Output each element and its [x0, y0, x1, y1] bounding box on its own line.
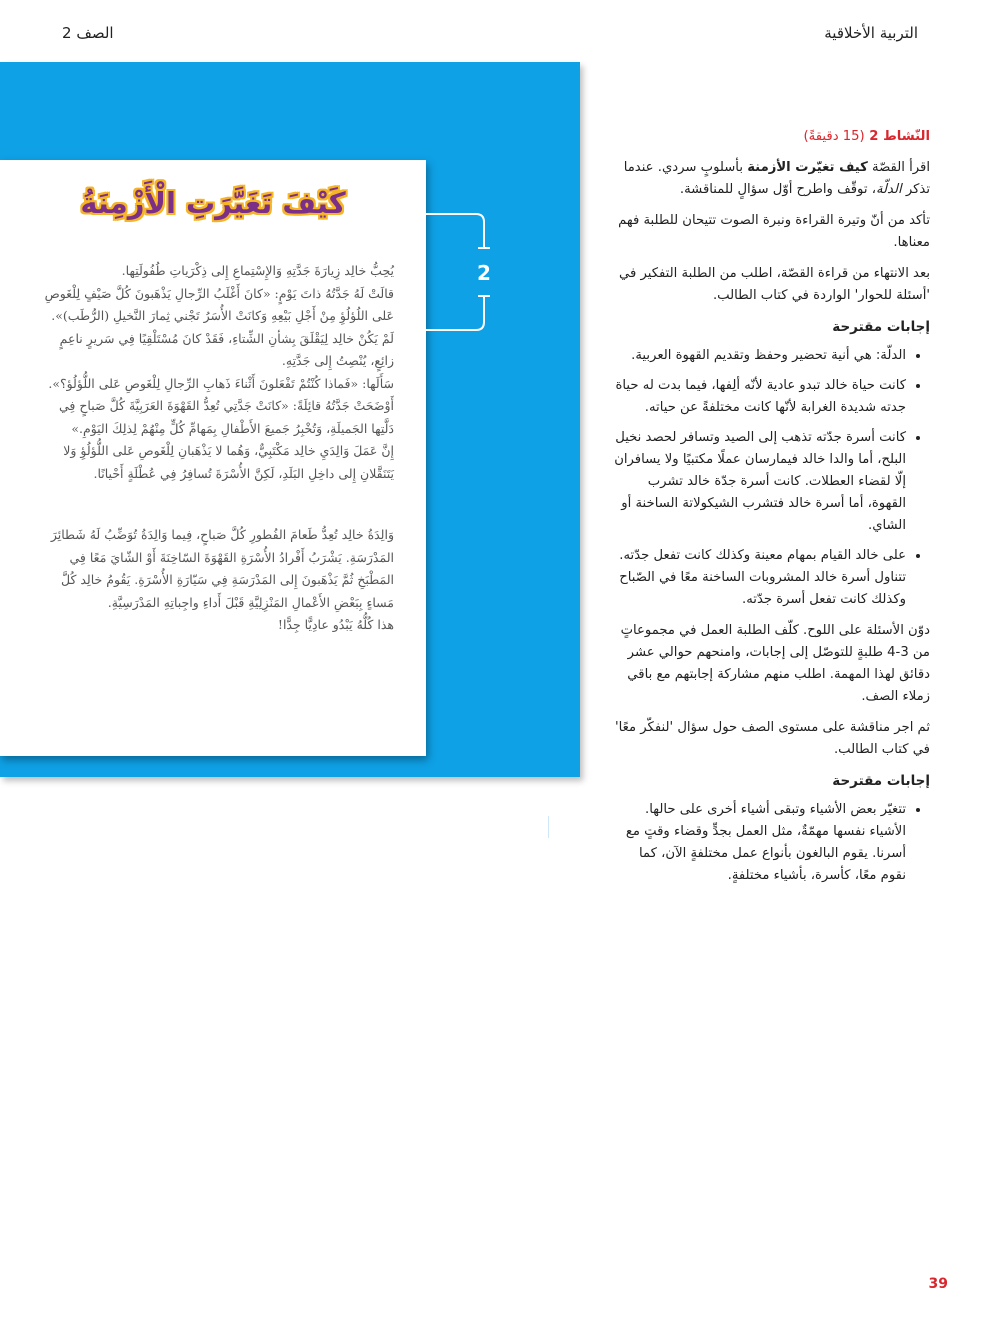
story-paragraph-2 [36, 524, 394, 637]
story-page [0, 160, 426, 756]
bracket-top-line [426, 214, 484, 248]
answers-heading: إجابات مقترحة [832, 319, 930, 335]
answers-heading: إجابات مقترحة [832, 773, 930, 789]
lesson-bracket [426, 210, 496, 335]
grade-header: الصف 2 [62, 24, 114, 42]
dalla-term: الدلّة [875, 182, 902, 197]
guide-paragraph: ثم اجر مناقشة على مستوى الصف حول سؤال 'لنفكّر معًا' في كتاب الطالب. [615, 720, 930, 757]
story-line: وَالِدَةُ خالِد تُعِدُّ طَعامَ الفُطورِ كُلَّ صَباحٍ، فِيما وَالِدَةُ تُوَضِّبُ لَهُ شَطائِرَ المَدْرَسَةِ. يَشْرَبُ أَفْرادُ الأُسْرَةِ القَهْوَةَ السّاخِنَةَ أَوْ الشّايَ مَعًا فِي المَطْبَخِ ثُمَّ يَذْهَبونَ إِلى المَدْرَسَةِ فِي سَيّارَةِ الأُسْرَةِ. يَقُومُ خالِد كُلَّ مَساءٍ بِبَعْضِ الأَعْمالِ المَنْزِلِيَّةِ قَبْلَ أَداءِ واجِباتِهِ المَدْرَسِيَّةِ. [50, 527, 394, 610]
teacher-guide [610, 126, 930, 896]
activity-intro [610, 157, 930, 201]
story-line: قالَتْ لَهُ جَدَّتُهُ ذاتَ يَوْمٍ: «كانَ أَغْلَبُ الرِّجالِ يَذْهَبونَ كُلَّ صَيْفٍ لِلْغَوصِ عَلى اللُؤلُؤِ مِنْ أَجْلِ بَيْعِهِ وَكانَتْ الأُسَرُ تَجْني ثِمارَ النَّخيلِ (الرُّطَب)». [44, 285, 394, 323]
guide-paragraph: تأكد من أنّ وتيرة القراءة ونبرة الصوت تتيحان للطلبة فهم معناها. [618, 213, 930, 250]
intro-text: اقرأ القصّة [867, 160, 930, 175]
story-line: لَمْ يَكُنْ خالِد لِيَقْلَقَ بِشأنِ الشِّتاءِ، فَقَدْ كانَ مُسْتَلْقِيًا فِي سَريرٍ ناعِمٍ زائِعٍ، يُنْصِتُ إِلى جَدَّتِهِ. [59, 330, 394, 368]
page-number: 39 [928, 1276, 948, 1292]
subject-header: التربية الأخلاقية [824, 24, 918, 42]
answers-list [610, 799, 930, 887]
activity-heading [610, 126, 930, 148]
story-title: كَيْفَ تَغَيَّرَتِ الْأَزْمِنَةُ [80, 186, 346, 220]
guide-paragraph: بعد الانتهاء من قراءة القصّة، اطلب من الطلبة التفكير في 'أسئلة للحوار' الواردة في كتاب الطالب. [618, 266, 930, 303]
intro-text: ، توقّف واطرح أوّل سؤالٍ للمناقشة. [679, 182, 876, 197]
guide-paragraph: دوّن الأسئلة على اللوح. كلّف الطلبة العمل في مجموعاتٍ من 3-4 طلبةٍ للتوصّل إلى إجابات، وامنحهم حوالي عشر دقائق لهذا المهمة. اطلب منهم مشاركة إجابتهم مع باقي زملاء الصف. [620, 623, 930, 704]
book-preview-panel [0, 62, 580, 827]
story-title-reference: كيف تغيّرت الأزمنة [747, 160, 868, 175]
bracket-bottom-line [426, 296, 484, 330]
activity-duration: (15 دقيقةً) [803, 129, 865, 144]
answer-item: • كانت حياة خالد تبدو عادية لأنّه ألِفها، فيما بدت له حياة جدته شديدة الغرابة لأنّها كانت مختلفةً عن حياته. [610, 375, 906, 419]
story-line: أَوْضَحَتْ جَدَّتُهُ قائِلَةً: «كانَتْ جَدَّتِي تُعِدُّ القَهْوَةَ العَرَبِيَّةَ كُلَّ صَباحٍ فِي دَلَّتِها الجَميلَةِ، وَتُخْبِرُ جَميعَ الأَطْفالِ بِمَهامِّ كُلٍّ مِنْهُمْ لِذلِكَ اليَوْمِ.» [58, 398, 394, 436]
answer-item: • كانت أسرة جدّته تذهب إلى الصيد وتسافر لحصد نخيل البلح، أما والدا خالد فيمارسان عملًا مكتبيًا ولا يسافران إلّا لقضاء العطلات. كانت أسرة جدّة خالد تشرب القهوة، أما أسرة خالد فتشرب الشيكولاتة الساخنة أو الشاي. [610, 427, 906, 537]
story-line: سَأَلَها: «فَماذا كُنْتُمْ تَفْعَلونَ أَثْناءَ ذَهابِ الرِّجالِ لِلْغَوصِ عَلى اللُّؤلُؤ؟». [48, 375, 394, 391]
story-line: هذا كُلُّهُ يَبْدُو عادِيًّا جِدًّا! [277, 617, 394, 632]
answer-item: • الدلّة: هي أنية تحضير وحفظ وتقديم القهوة العربية. [610, 345, 906, 367]
book-page-number: 39 [548, 816, 575, 838]
lesson-number: 2 [477, 261, 491, 285]
answer-item: • على خالد القيام بمهام معينة وكذلك كانت تفعل جدّته. تتناول أسرة خالد المشروبات الساخنة معًا في الصّباح وكذلك كانت تفعل أسرة جدّته. [610, 545, 906, 611]
answers-list [610, 345, 930, 611]
answer-item: • تتغيّر بعض الأشياء وتبقى أشياء أخرى على حالها. الأشياء نفسها مهمّةٌ، مثل العمل بجدٍّ وقضاء وقتٍ مع أسرنا. يقوم البالغون بأنواع عمل مختلفةٍ الآن، كما نقوم معًا، كأسرة، بأشياء مختلفةٍ. [610, 799, 906, 887]
activity-label: النّشاط 2 [869, 129, 930, 144]
intro-text: بأسلوبٍ سردي. عندما تذكر [623, 160, 930, 197]
story-line: إِنَّ عَمَلَ وَالِدَيِ خالِد مَكْتَبِيٌّ، وَهُما لا يَذْهَبانِ لِلْغَوصِ عَلى اللُّؤلُؤِ وَلا يَتَنَقَّلانِ إِلى داخِلِ البَلَدِ، لَكِنَّ الأُسْرَةَ تُسافِرُ فِي عُطْلَةٍ أَحْيانًا. [63, 443, 394, 481]
story-paragraph-1 [36, 260, 394, 485]
story-line: يُحِبُّ خالِد زِيارَةَ جَدَّتِهِ وَالإِسْتِماعِ إِلى ذِكْرَياتِ طُفُولَتِها. [121, 263, 394, 278]
